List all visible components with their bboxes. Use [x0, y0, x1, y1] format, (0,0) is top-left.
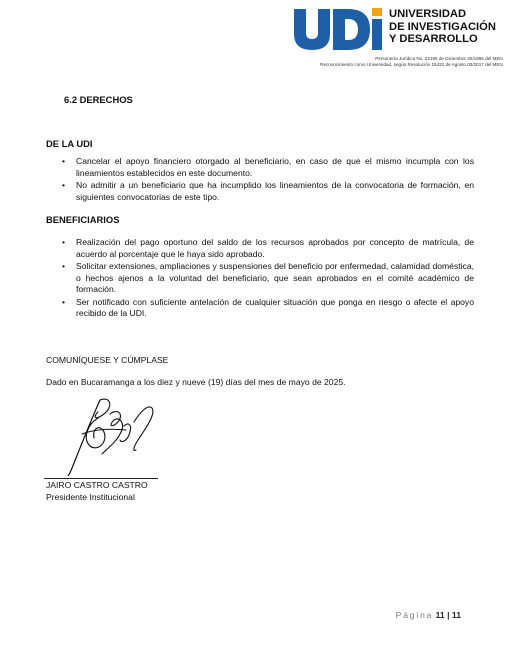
section-title-udi: DE LA UDI: [46, 138, 93, 149]
list-item: [46, 237, 474, 260]
bullet-icon: •: [62, 296, 66, 307]
section-title-beneficiaries: BENEFICIARIOS: [46, 214, 120, 225]
list-item-text: Realización del pago oportuno del saldo de los recursos aprobados por concepto de matrícula, de acuerdo al porcentaje que le haya sido aprobado.: [76, 237, 474, 259]
institution-name: [389, 8, 496, 46]
udi-logo-mark: [292, 6, 384, 52]
institution-name-line: Y DESARROLLO: [389, 33, 478, 46]
signature-line: [44, 478, 158, 479]
list-item-text: Solicitar extensiones, ampliaciones y suspensiones del beneficio por enfermedad, calamidad doméstica, o hechos ajenos a la voluntad del beneficiario, que sean aprobados en el comité académico de formación.: [76, 261, 474, 294]
date-line: Dado en Bucaramanga a los diez y nueve (19) días del mes de mayo de 2025.: [46, 377, 346, 387]
list-item-text: Ser notificado con suficiente antelación de cualquier situación que ponga en riesgo o afecte el apoyo recibido de la UDI.: [76, 296, 474, 318]
institution-name-line: UNIVERSIDAD: [389, 8, 467, 20]
signer-name: JAIRO CASTRO CASTRO: [46, 480, 148, 490]
list-item-text: Cancelar el apoyo financiero otorgado al beneficiario, en caso de que el mismo incumpla con los lineamientos establecidos en este documento.: [76, 156, 474, 178]
institution-logo: [292, 6, 504, 70]
list-item: [46, 261, 474, 296]
list-item: [46, 180, 474, 203]
bullet-icon: •: [62, 237, 66, 247]
bullet-icon: •: [62, 180, 66, 190]
list-item: [46, 156, 474, 179]
page-number: [396, 610, 461, 620]
signer-title: Presidente Institucional: [46, 492, 135, 502]
legal-notice-line: Reconocimiento como Universidad, según Resolución 15422 de Agosto 03/2017 del MEN.: [320, 62, 504, 68]
legal-notice-line: Personería Jurídica No. 22195 de Diciembre 20/1985 del MEN.: [375, 56, 504, 61]
legal-notice: [320, 56, 504, 68]
institution-name-line: DE INVESTIGACIÓN: [389, 20, 496, 33]
bullet-icon: •: [62, 261, 66, 271]
list-item: [46, 297, 474, 320]
page-label: Página: [395, 610, 434, 620]
udi-rights-list: [46, 156, 474, 204]
list-item-text: No admitir a un beneficiario que ha incumplido los lineamientos de la convocatoria de formación, en siguientes convocatorias de este tipo.: [76, 180, 474, 202]
beneficiaries-rights-list: [46, 237, 474, 321]
page-separator: |: [447, 610, 450, 620]
closing-statement: COMUNÍQUESE Y CÚMPLASE: [46, 355, 169, 365]
current-page: 11: [435, 610, 445, 620]
section-heading: 6.2 DERECHOS: [64, 94, 133, 105]
total-pages: 11: [451, 610, 461, 620]
handwritten-signature: [62, 394, 172, 476]
bullet-icon: •: [62, 156, 66, 166]
